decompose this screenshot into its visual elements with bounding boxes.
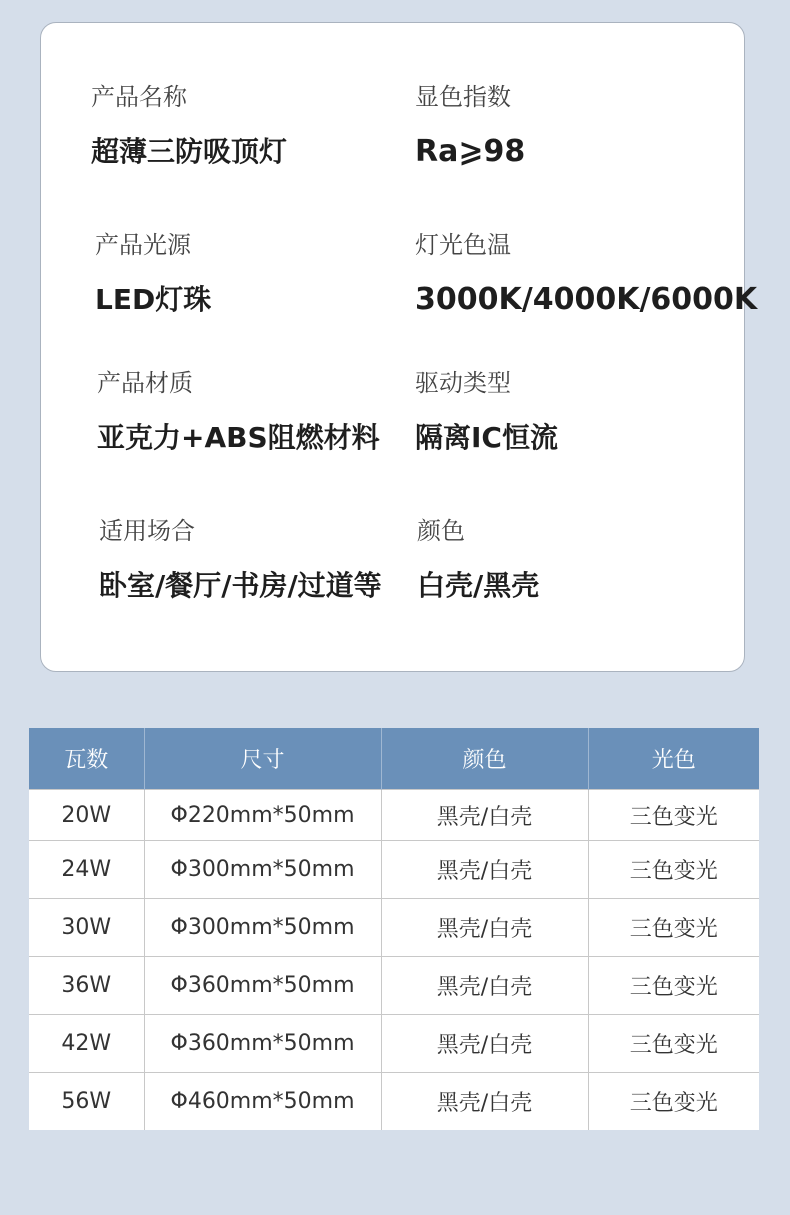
model-spec-table: [29, 728, 759, 1130]
spec-label: 显色指数: [415, 83, 511, 111]
spec-driver-type: [415, 369, 558, 455]
header-wattage: 瓦数: [29, 728, 144, 790]
cell-wattage: 56W: [29, 1073, 144, 1131]
cell-light-color: 三色变光: [588, 790, 759, 841]
table-row: [29, 899, 759, 957]
spec-label: 适用场合: [99, 517, 195, 545]
cell-size: Φ300mm*50mm: [144, 899, 381, 957]
cell-wattage: 36W: [29, 957, 144, 1015]
cell-light-color: 三色变光: [588, 841, 759, 899]
spec-label: 颜色: [417, 517, 465, 545]
spec-card: [40, 22, 758, 672]
cell-light-color: 三色变光: [588, 1073, 759, 1131]
spec-label: 产品材质: [97, 369, 193, 397]
cell-color: 黑壳/白壳: [381, 899, 588, 957]
table-row: [29, 841, 759, 899]
spec-value: 超薄三防吸顶灯: [91, 135, 288, 168]
cell-color: 黑壳/白壳: [381, 841, 588, 899]
spec-value: 卧室/餐厅/书房/过道等: [99, 569, 382, 602]
spec-value: 亚克力+ABS阻燃材料: [97, 421, 380, 454]
cell-color: 黑壳/白壳: [381, 1015, 588, 1073]
spec-application: [99, 517, 382, 603]
spec-label: 产品光源: [95, 231, 191, 259]
table-row: [29, 1015, 759, 1073]
header-size: 尺寸: [144, 728, 381, 790]
header-color: 颜色: [381, 728, 588, 790]
spec-color-temp: [415, 231, 757, 317]
cell-wattage: 30W: [29, 899, 144, 957]
spec-value: 白壳/黑壳: [417, 569, 540, 602]
spec-label: 驱动类型: [415, 369, 511, 397]
header-light-color: 光色: [588, 728, 759, 790]
spec-value: LED灯珠: [95, 283, 212, 316]
cell-size: Φ360mm*50mm: [144, 957, 381, 1015]
spec-cri: [415, 83, 525, 169]
table-row: [29, 957, 759, 1015]
cell-wattage: 42W: [29, 1015, 144, 1073]
spec-light-source: [95, 231, 211, 317]
cell-size: Φ360mm*50mm: [144, 1015, 381, 1073]
cell-light-color: 三色变光: [588, 957, 759, 1015]
spec-product-name: [91, 83, 287, 169]
cell-color: 黑壳/白壳: [381, 790, 588, 841]
cell-color: 黑壳/白壳: [381, 957, 588, 1015]
cell-light-color: 三色变光: [588, 899, 759, 957]
spec-value: 3000K/4000K/6000K: [415, 282, 758, 317]
cell-size: Φ300mm*50mm: [144, 841, 381, 899]
spec-label: 产品名称: [91, 83, 187, 111]
cell-wattage: 20W: [29, 790, 144, 841]
cell-wattage: 24W: [29, 841, 144, 899]
table-header-row: [29, 728, 759, 790]
table-row: [29, 790, 759, 841]
spec-value: Ra⩾98: [415, 134, 526, 169]
spec-value: 隔离IC恒流: [415, 421, 558, 454]
cell-size: Φ460mm*50mm: [144, 1073, 381, 1131]
spec-label: 灯光色温: [415, 231, 511, 259]
cell-light-color: 三色变光: [588, 1015, 759, 1073]
spec-color: [417, 517, 539, 603]
table-row: [29, 1073, 759, 1131]
cell-color: 黑壳/白壳: [381, 1073, 588, 1131]
spec-material: [97, 369, 380, 455]
cell-size: Φ220mm*50mm: [144, 790, 381, 841]
